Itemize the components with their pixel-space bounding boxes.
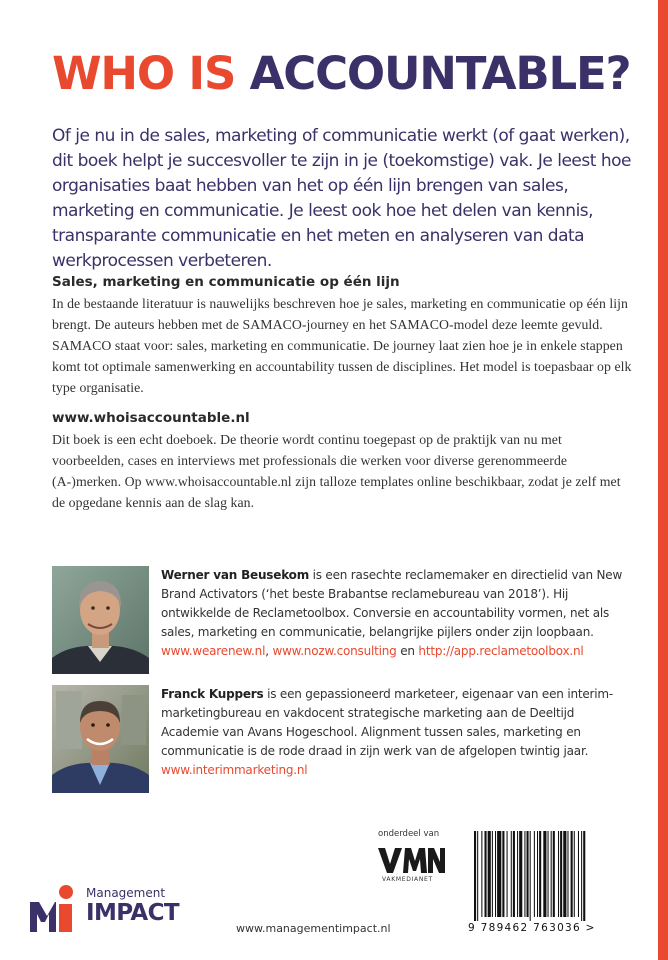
barcode-bars xyxy=(468,829,620,921)
barcode-bar xyxy=(507,831,508,917)
barcode-bar xyxy=(474,831,476,921)
author-bio-text: is een rasechte reclamemaker en directielid van New Brand Activators (‘het beste Brabantse reclamebureau van 2018’). Hij ontwikkelde de Reclametoolbox. Conversie en accountability vormen, net als sales, marketing en communicatie, belangrijke pijlers onder zijn loopbaan. xyxy=(161,568,623,639)
section-alignment xyxy=(52,272,632,398)
right-edge-strip xyxy=(658,0,668,960)
barcode-bar xyxy=(537,831,538,917)
barcode-bar xyxy=(553,831,555,917)
author-block-franck xyxy=(52,685,632,795)
vakmedianet-logo xyxy=(370,829,460,889)
vmn-caption: onderdeel van xyxy=(378,829,440,839)
barcode-bar xyxy=(560,831,562,917)
barcode-bar xyxy=(513,831,515,917)
barcode-bar xyxy=(548,831,549,917)
section-website xyxy=(52,408,632,513)
author-bio-text: is een gepassioneerd marketeer, eigenaar van een interim-marketingbureau en vakdocent strategische marketing aan de Deeltijd Academie van Avans Hogeschool. Alignment tussen sales, marketing en communicatie is de rode draad in zijn werk van de afgelopen twintig jaar. xyxy=(161,687,614,758)
management-impact-icon xyxy=(26,884,82,934)
isbn-number: 9 789462 763036 > xyxy=(468,922,596,934)
publisher-name: IMPACT xyxy=(86,900,179,926)
barcode-bar xyxy=(497,831,501,917)
page-title xyxy=(52,44,630,104)
barcode-bar xyxy=(502,831,504,917)
barcode-bar xyxy=(558,831,559,917)
barcode-bar xyxy=(481,831,482,917)
barcode-bar xyxy=(567,831,568,917)
intro-paragraph: Of je nu in de sales, marketing of communicatie werkt (of gaat werken), dit boek helpt je succesvoller te zijn in je (toekomstige) vak. Je leest hoe organisaties baat hebben van het op één lijn brengen van sales, marketing en communicatie. Je leest ook hoe het delen van kennis, transparante communicatie en het meten en analyseren van data werkprocessen verbeteren. xyxy=(52,126,631,271)
barcode-bar xyxy=(530,831,531,921)
section-body: Dit boek is een echt doeboek. De theorie wordt continu toegepast op de praktijk van nu met voorbeelden, cases en interviews met professionals die werken voor diverse gerenommeerde (A-)merken. Op www.whoisaccountable.nl zijn talloze templates online beschikbaar, zodat je zelf met de opgedane kennis aan de slag kan. xyxy=(52,432,621,510)
barcode-bar xyxy=(534,831,535,917)
barcode-bar xyxy=(581,831,582,921)
author-link-wearenew[interactable]: www.wearenew.nl xyxy=(161,644,266,658)
barcode-bar xyxy=(492,831,493,917)
author-block-werner xyxy=(52,566,632,676)
barcode-bar xyxy=(539,831,541,917)
section-heading: Sales, marketing en communicatie op één lijn xyxy=(52,274,400,290)
barcode-bar xyxy=(477,831,478,921)
author-photo-franck xyxy=(52,685,149,793)
author-link-reclametoolbox[interactable]: http://app.reclametoolbox.nl xyxy=(418,644,584,658)
vmn-mark-icon xyxy=(378,846,446,874)
barcode-bar xyxy=(543,831,546,917)
barcode-bar xyxy=(524,831,525,917)
barcode-bar xyxy=(527,831,529,917)
author-photo-werner xyxy=(52,566,149,674)
link-separator: en xyxy=(396,644,419,658)
author-link-interimmarketing[interactable]: www.interimmarketing.nl xyxy=(161,763,308,777)
title-part-2: ACCOUNTABLE? xyxy=(249,47,631,100)
barcode-bar xyxy=(563,831,566,917)
barcode-bar xyxy=(571,831,573,917)
barcode-bar xyxy=(519,831,522,917)
barcode-bar xyxy=(517,831,518,917)
vmn-wordmark: VAKMEDIANET xyxy=(382,876,433,883)
isbn-barcode xyxy=(468,829,620,939)
author-bio xyxy=(161,566,632,661)
title-part-1: WHO IS xyxy=(52,47,236,100)
author-name: Franck Kuppers xyxy=(161,687,264,701)
barcode-bar xyxy=(578,831,579,917)
management-impact-logo xyxy=(26,884,186,934)
barcode-bar xyxy=(551,831,552,917)
author-link-nozw[interactable]: www.nozw.consulting xyxy=(272,644,397,658)
author-bio xyxy=(161,685,632,780)
author-name: Werner van Beusekom xyxy=(161,568,309,582)
barcode-bar xyxy=(583,831,585,921)
barcode-bar xyxy=(485,831,487,917)
barcode-bar xyxy=(574,831,575,917)
publisher-subtitle: Management xyxy=(86,886,166,900)
link-separator: , xyxy=(265,644,273,658)
barcode-bar xyxy=(488,831,491,917)
barcode-bar xyxy=(495,831,496,917)
publisher-website[interactable]: www.managementimpact.nl xyxy=(236,922,391,935)
barcode-bar xyxy=(511,831,512,917)
section-heading: www.whoisaccountable.nl xyxy=(52,410,250,426)
section-body: In de bestaande literatuur is nauwelijks beschreven hoe je sales, marketing en communicatie op één lijn brengt. De auteurs hebben met de SAMACO-journey en het SAMACO-model deze leemte gevuld. SAMACO staat voor: sales, marketing en communicatie. De journey laat zien hoe je in enkele stappen komt tot optimale samenwerking en accountability tussen de disciplines. Het model is toepasbaar op elk type organisatie. xyxy=(52,296,632,395)
